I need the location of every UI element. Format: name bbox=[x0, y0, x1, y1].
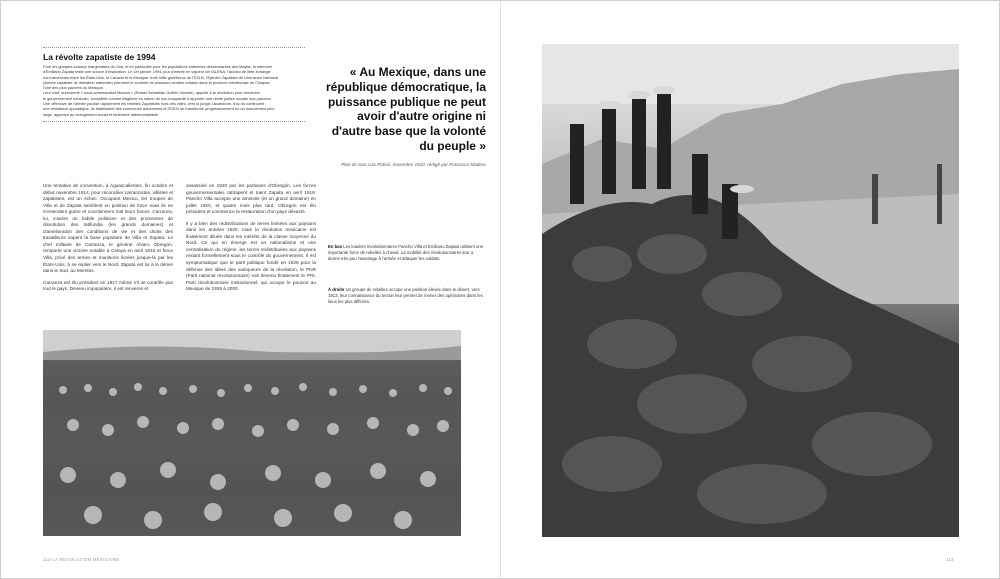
sidebar-line: (Armée zapatiste de libération nationale) prennent le contrôle de plusieurs centres urbains dans la province méridionale du Chiapas, bbox=[43, 79, 271, 85]
sidebar-line: large, appelant au changement social et fortement altermondialiste. bbox=[43, 111, 159, 117]
caption-label: En bas bbox=[328, 244, 343, 249]
sidebar-line: nord-américain entre les États-Unis, le Canada et le Mexique, trois mille guérilleros de l'EZLN, l'Ejército Zapatista de Liberación Nacional bbox=[43, 74, 279, 80]
caption-text: Les leaders révolutionnaires Pancho Villa et Emiliano Zapata utilisent une importante force de rebelles à cheval. La mobilité des révolutionnaires leur a donné très peu l'avantage à l'armée et attaquer les soldats. bbox=[328, 244, 484, 261]
sidebar-line: Pour les groupes sociaux marginalisés du Sud, et en particulier pour les populations indiennes descendantes des Mayas, la mémoire bbox=[43, 64, 273, 69]
cavalry-crowd-image bbox=[43, 330, 461, 536]
body-paragraph: Il y a bien des redistributions de terres limitées aux paysans dans les années 1920, mais la révolution mexicaine est finalement diluée dans les intérêts de la classe moyenne du Nord. Ce qui en émerge est un nationalisme et une centralisation du régime, les terres redistribuées aux paysans restant formellement sous le contrôle du gouvernement. Il est symptomatique que le parti politique fondé en 1929 pour la défense des idées des vainqueurs de la révolution, le PNR (Parti national révolutionnaire) soit devenu finalement le PRI, Parti révolutionnaire institutionnel, qui occupe le pouvoir au Mexique de 1929 à 2000. bbox=[186, 220, 316, 292]
caption-bottom-photo bbox=[328, 244, 484, 262]
pull-quote-text: « Au Mexique, dans une république démocratique, la puissance publique ne peut avoir d'autre origine ni d'autre base que la volonté du peuple » bbox=[325, 65, 486, 153]
caption-right-photo bbox=[328, 287, 484, 305]
sidebar-line: d'Emiliano Zapata reste une source d'inspiration. Le 1er janvier 1994, jour d'entrée en vigueur de l'ALENA, l'accord de libre-échange bbox=[43, 69, 271, 75]
sidebar-box bbox=[43, 47, 305, 122]
footer-right-page-number: 113 bbox=[946, 557, 954, 562]
caption-text: Un groupe de rebelles occupe une position élevée dans le désert, vers 1913, leur connaissance du terrain leur permet de mener des opérations dans les lieux les plus difficiles. bbox=[328, 287, 483, 304]
body-paragraph: Carranza est élu président en 1917 même s'il ne contrôle pas tout le pays. Devenu impopulaire, il est renversé et bbox=[43, 279, 173, 292]
rebels-on-rocks-photo bbox=[542, 44, 959, 537]
body-paragraph: Une tentative de convention, à Aguascalientes, fin octobre et début novembre 1914, pour réconcilier carrancistes, villistes et zapatistes, est un échec. Occupant Mexico, les troupes de Villa et de Zapata semblent en position de force mais ils ne s'entendent guère et coordonnent mal leurs forces. Carranza, lui, s'avère un habile politicien et des promesses de dissolution des latifundia (les grands domaines) et d'amélioration des conditions de vie et des droits des travailleurs sapent la base populaire de Villa et Zapata. Le chef militaire de Carranza, le général Álvaro Obregón, remporte une victoire notable à Celaya en avril 1915 et force Villa, privé des armes et munitions livrées jusque-là par les États-Unis, à se replier vers le Nord. Zapata est lui à la dérive dans le Sud, au Morelos. bbox=[43, 183, 173, 274]
pull-quote-source: Plan de San Luis Potosí, novembre 1910, rédigé par Francisco Madero bbox=[341, 161, 486, 167]
caption-label: À droite bbox=[328, 287, 345, 292]
sidebar-line: une résistance sporadique. Ils établissent des communes autonomes et l'EZLN se transforme progressivement en un mouvement plus bbox=[43, 106, 275, 112]
body-paragraph: assassiné en 1920 par les partisans d'Obregón. Les forces gouvernementales rattrapent et tuent Zapata en avril 1919. Pancho Villa accepte une amnistie (et un grand domaine) en juillet 1920, et quatre mois plus tard, Obregón est élu président et commence la restauration d'un pays dévasté. bbox=[186, 183, 316, 215]
pull-quote bbox=[321, 65, 486, 168]
rebels-on-rocks-image bbox=[542, 44, 959, 537]
sidebar-line: Une offensive de l'armée pousse rapidement les rebelles Zapatistes hors des villes, vers la jungle Lacandone, d'où ils continuent bbox=[43, 101, 265, 107]
body-column-2 bbox=[186, 183, 316, 298]
footer-left: 112 LA RÉVOLUTION MEXICAINE bbox=[43, 557, 120, 562]
sidebar-line: le gouvernement mexicain, considéré comme illégitime en raison de son incapacité à apporter une réelle justice sociale aux pauvres. bbox=[43, 95, 272, 101]
sidebar-bottom-rule bbox=[43, 121, 305, 122]
body-column-1 bbox=[43, 183, 173, 298]
sidebar-line: Leur chef, surnommé « sous-commandant Marcos » (Rafael Sebastián Guillén Vicente), appelle à la révolution pour renverser bbox=[43, 90, 261, 96]
sidebar-top-rule bbox=[43, 47, 305, 48]
sidebar-title: La révolte zapatiste de 1994 bbox=[43, 52, 156, 62]
cavalry-crowd-photo bbox=[43, 330, 461, 536]
sidebar-line: l'une des plus pauvres du Mexique. bbox=[43, 85, 104, 91]
page-gutter bbox=[500, 1, 501, 578]
